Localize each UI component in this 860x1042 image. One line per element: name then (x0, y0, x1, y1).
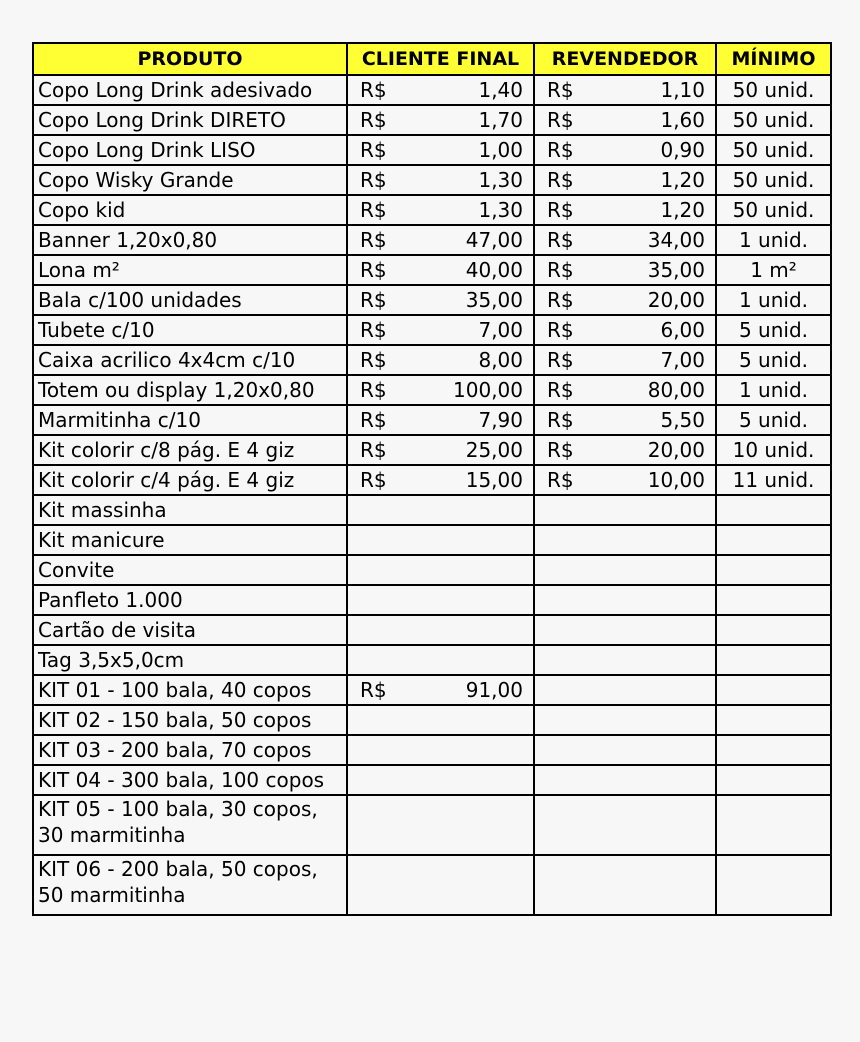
currency-symbol: R$ (547, 408, 574, 432)
price-value: 7,00 (660, 348, 705, 372)
cell-cliente-final (347, 345, 534, 375)
cell-cliente-final (347, 855, 534, 915)
currency-symbol: R$ (360, 678, 387, 702)
table-row (33, 615, 831, 645)
currency-symbol: R$ (547, 168, 574, 192)
price-value: 6,00 (660, 318, 705, 342)
price-value: 47,00 (465, 228, 523, 252)
cell-revendedor (534, 75, 716, 105)
currency-symbol: R$ (547, 138, 574, 162)
table-row (33, 225, 831, 255)
cell-revendedor (534, 735, 716, 765)
header-produto: PRODUTO (33, 43, 347, 75)
table-row (33, 375, 831, 405)
cell-produto: KIT 04 - 300 bala, 100 copos (33, 765, 347, 795)
currency-symbol: R$ (360, 78, 387, 102)
table-row (33, 795, 831, 855)
price-value: 35,00 (465, 288, 523, 312)
cell-cliente-final (347, 705, 534, 735)
table-row (33, 855, 831, 915)
table-row (33, 345, 831, 375)
currency-symbol: R$ (547, 468, 574, 492)
cell-minimo (716, 495, 831, 525)
cell-cliente-final (347, 195, 534, 225)
cell-revendedor (534, 795, 716, 855)
table-row (33, 765, 831, 795)
price-value: 1,20 (660, 168, 705, 192)
table-row (33, 255, 831, 285)
header-row (33, 43, 831, 75)
currency-symbol: R$ (360, 468, 387, 492)
cell-revendedor (534, 465, 716, 495)
price-value: 40,00 (465, 258, 523, 282)
cell-minimo (716, 555, 831, 585)
cell-minimo: 50 unid. (716, 165, 831, 195)
cell-produto: KIT 06 - 200 bala, 50 copos, 50 marmitinha (33, 855, 347, 915)
price-value: 91,00 (465, 678, 523, 702)
currency-symbol: R$ (547, 198, 574, 222)
cell-revendedor (534, 405, 716, 435)
cell-produto: Marmitinha c/10 (33, 405, 347, 435)
cell-minimo: 50 unid. (716, 195, 831, 225)
price-value: 15,00 (465, 468, 523, 492)
cell-minimo (716, 585, 831, 615)
cell-minimo: 50 unid. (716, 105, 831, 135)
currency-symbol: R$ (360, 348, 387, 372)
price-value: 1,70 (478, 108, 523, 132)
cell-cliente-final (347, 435, 534, 465)
currency-symbol: R$ (360, 438, 387, 462)
cell-revendedor (534, 135, 716, 165)
currency-symbol: R$ (547, 378, 574, 402)
cell-revendedor (534, 165, 716, 195)
cell-cliente-final (347, 465, 534, 495)
cell-produto: Copo Wisky Grande (33, 165, 347, 195)
price-value: 25,00 (465, 438, 523, 462)
currency-symbol: R$ (360, 138, 387, 162)
table-row (33, 675, 831, 705)
price-value: 80,00 (647, 378, 705, 402)
price-value: 34,00 (647, 228, 705, 252)
cell-cliente-final (347, 375, 534, 405)
cell-produto: Kit colorir c/8 pág. E 4 giz (33, 435, 347, 465)
cell-revendedor (534, 675, 716, 705)
cell-produto: Lona m² (33, 255, 347, 285)
cell-produto: Bala c/100 unidades (33, 285, 347, 315)
currency-symbol: R$ (360, 258, 387, 282)
cell-cliente-final (347, 135, 534, 165)
currency-symbol: R$ (360, 168, 387, 192)
price-value: 7,90 (478, 408, 523, 432)
price-value: 1,10 (660, 78, 705, 102)
cell-minimo (716, 675, 831, 705)
currency-symbol: R$ (360, 378, 387, 402)
price-value: 8,00 (478, 348, 523, 372)
cell-revendedor (534, 525, 716, 555)
cell-minimo: 5 unid. (716, 405, 831, 435)
table-row (33, 135, 831, 165)
table-row (33, 645, 831, 675)
price-value: 1,20 (660, 198, 705, 222)
table-row (33, 585, 831, 615)
cell-cliente-final (347, 615, 534, 645)
cell-revendedor (534, 225, 716, 255)
price-value: 0,90 (660, 138, 705, 162)
cell-produto: Copo Long Drink LISO (33, 135, 347, 165)
currency-symbol: R$ (547, 318, 574, 342)
cell-cliente-final (347, 255, 534, 285)
cell-produto: Caixa acrilico 4x4cm c/10 (33, 345, 347, 375)
price-value: 1,00 (478, 138, 523, 162)
cell-cliente-final (347, 735, 534, 765)
currency-symbol: R$ (360, 318, 387, 342)
cell-revendedor (534, 195, 716, 225)
cell-minimo (716, 525, 831, 555)
cell-produto: KIT 01 - 100 bala, 40 copos (33, 675, 347, 705)
price-value: 100,00 (453, 378, 523, 402)
cell-minimo: 1 unid. (716, 225, 831, 255)
table-row (33, 465, 831, 495)
cell-minimo: 50 unid. (716, 75, 831, 105)
cell-minimo (716, 645, 831, 675)
cell-minimo (716, 615, 831, 645)
table-row (33, 525, 831, 555)
cell-minimo: 1 unid. (716, 285, 831, 315)
cell-revendedor (534, 705, 716, 735)
cell-revendedor (534, 495, 716, 525)
cell-minimo (716, 705, 831, 735)
cell-cliente-final (347, 225, 534, 255)
cell-produto: Totem ou display 1,20x0,80 (33, 375, 347, 405)
cell-produto: Copo kid (33, 195, 347, 225)
cell-produto: Banner 1,20x0,80 (33, 225, 347, 255)
price-value: 1,60 (660, 108, 705, 132)
price-value: 5,50 (660, 408, 705, 432)
cell-minimo: 1 unid. (716, 375, 831, 405)
table-row (33, 165, 831, 195)
cell-minimo: 5 unid. (716, 345, 831, 375)
table-row (33, 105, 831, 135)
table-row (33, 405, 831, 435)
cell-minimo (716, 735, 831, 765)
header-revendedor: REVENDEDOR (534, 43, 716, 75)
table-row (33, 195, 831, 225)
cell-produto: KIT 02 - 150 bala, 50 copos (33, 705, 347, 735)
cell-produto: Tag 3,5x5,0cm (33, 645, 347, 675)
header-minimo: MÍNIMO (716, 43, 831, 75)
price-value: 1,40 (478, 78, 523, 102)
cell-cliente-final (347, 315, 534, 345)
cell-revendedor (534, 585, 716, 615)
currency-symbol: R$ (547, 348, 574, 372)
cell-minimo (716, 765, 831, 795)
cell-minimo: 11 unid. (716, 465, 831, 495)
currency-symbol: R$ (547, 78, 574, 102)
cell-cliente-final (347, 675, 534, 705)
currency-symbol: R$ (547, 438, 574, 462)
table-row (33, 495, 831, 525)
cell-cliente-final (347, 495, 534, 525)
cell-revendedor (534, 765, 716, 795)
cell-cliente-final (347, 555, 534, 585)
cell-cliente-final (347, 405, 534, 435)
cell-produto: Panfleto 1.000 (33, 585, 347, 615)
currency-symbol: R$ (360, 108, 387, 132)
table-body (33, 75, 831, 915)
cell-revendedor (534, 645, 716, 675)
cell-minimo (716, 855, 831, 915)
price-value: 20,00 (647, 288, 705, 312)
cell-cliente-final (347, 285, 534, 315)
currency-symbol: R$ (360, 198, 387, 222)
header-cliente-final: CLIENTE FINAL (347, 43, 534, 75)
table-row (33, 705, 831, 735)
price-value: 7,00 (478, 318, 523, 342)
price-table (32, 42, 832, 916)
cell-revendedor (534, 285, 716, 315)
cell-revendedor (534, 375, 716, 405)
currency-symbol: R$ (547, 108, 574, 132)
table-row (33, 435, 831, 465)
currency-symbol: R$ (360, 408, 387, 432)
currency-symbol: R$ (547, 258, 574, 282)
cell-revendedor (534, 255, 716, 285)
cell-revendedor (534, 315, 716, 345)
cell-cliente-final (347, 645, 534, 675)
currency-symbol: R$ (360, 288, 387, 312)
currency-symbol: R$ (547, 288, 574, 312)
cell-cliente-final (347, 525, 534, 555)
cell-produto: KIT 05 - 100 bala, 30 copos, 30 marmitinha (33, 795, 347, 855)
table-row (33, 75, 831, 105)
cell-minimo: 5 unid. (716, 315, 831, 345)
cell-revendedor (534, 105, 716, 135)
cell-cliente-final (347, 165, 534, 195)
cell-cliente-final (347, 105, 534, 135)
price-value: 10,00 (647, 468, 705, 492)
cell-minimo: 10 unid. (716, 435, 831, 465)
cell-minimo (716, 795, 831, 855)
cell-produto: Convite (33, 555, 347, 585)
table-row (33, 555, 831, 585)
price-value: 35,00 (647, 258, 705, 282)
cell-minimo: 1 m² (716, 255, 831, 285)
cell-produto: KIT 03 - 200 bala, 70 copos (33, 735, 347, 765)
cell-revendedor (534, 855, 716, 915)
cell-cliente-final (347, 765, 534, 795)
table-row (33, 735, 831, 765)
cell-cliente-final (347, 585, 534, 615)
cell-cliente-final (347, 795, 534, 855)
price-value: 1,30 (478, 198, 523, 222)
cell-produto: Cartão de visita (33, 615, 347, 645)
currency-symbol: R$ (360, 228, 387, 252)
cell-produto: Kit colorir c/4 pág. E 4 giz (33, 465, 347, 495)
cell-produto: Tubete c/10 (33, 315, 347, 345)
table-row (33, 315, 831, 345)
cell-produto: Kit manicure (33, 525, 347, 555)
cell-produto: Copo Long Drink adesivado (33, 75, 347, 105)
cell-minimo: 50 unid. (716, 135, 831, 165)
cell-cliente-final (347, 75, 534, 105)
cell-revendedor (534, 435, 716, 465)
cell-revendedor (534, 345, 716, 375)
cell-produto: Kit massinha (33, 495, 347, 525)
price-value: 20,00 (647, 438, 705, 462)
currency-symbol: R$ (547, 228, 574, 252)
table-row (33, 285, 831, 315)
price-value: 1,30 (478, 168, 523, 192)
cell-revendedor (534, 615, 716, 645)
cell-revendedor (534, 555, 716, 585)
cell-produto: Copo Long Drink DIRETO (33, 105, 347, 135)
